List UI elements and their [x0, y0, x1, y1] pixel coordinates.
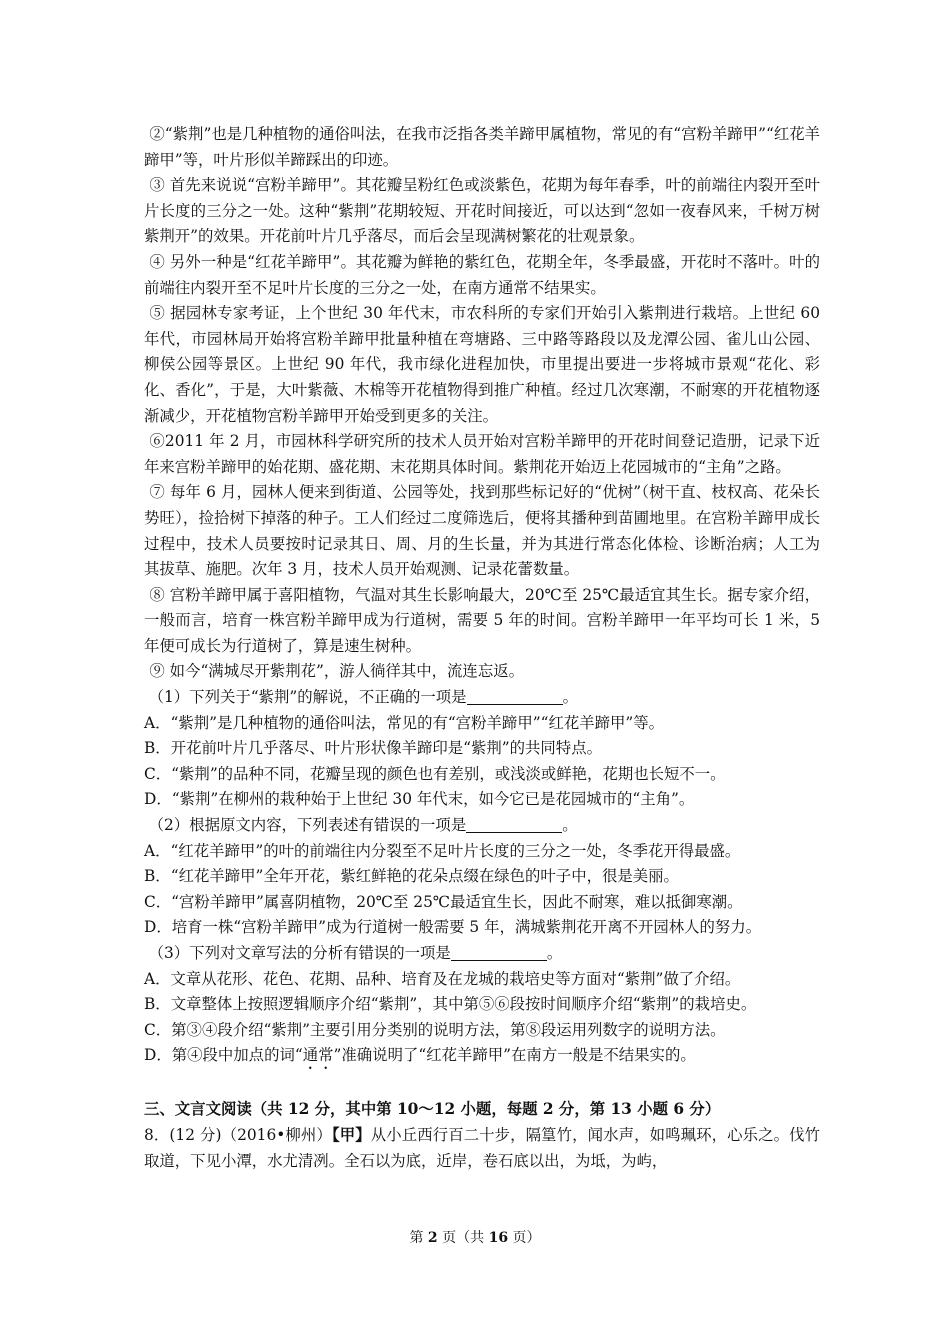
- answer-blank: [451, 942, 547, 961]
- question-stem-text: （3）下列对文章写法的分析有错误的一项是: [148, 944, 451, 962]
- answer-blank: [467, 686, 563, 705]
- question-1-option-d: D．“紫荆”在柳州的栽种始于上世纪 30 年代末，如今它已是花园城市的“主角”。: [144, 790, 695, 809]
- question-1-option-b: B．开花前叶片几乎落尽、叶片形状像羊蹄印是“紫荆”的共同特点。: [144, 739, 602, 758]
- paragraph-8: ⑧ 宫粉羊蹄甲属于喜阳植物，气温对其生长影响最大，20℃至 25℃最适宜其生长。据专家介绍，一般而言，培育一株宫粉羊蹄甲成为行道树，需要 5 年的时间。宫粉羊蹄甲一年平均可长 1 米，5 年便可成长为行道树了，算是速生树种。: [144, 585, 820, 655]
- paragraph-3: ③ 首先来说说“宫粉羊蹄甲”。其花瓣呈粉红色或淡紫色，花期为每年春季，叶的前端往内裂开至叶片长度的三分之一处。这种“紫荆”花期较短、开花时间接近，可以达到“忽如一夜春风来，千树万树紫荆开”的效果。开花前叶片几乎落尽，而后会呈现满树繁花的壮观景象。: [144, 176, 820, 246]
- footer-text: 页（共: [437, 1230, 489, 1246]
- question-8-bracket: 【甲】: [331, 1125, 371, 1144]
- document-body: [144, 122, 820, 1174]
- option-text: D．第④段中加点的词“: [144, 1046, 303, 1065]
- footer-total-pages: 16: [488, 1230, 509, 1246]
- footer-text: 页）: [508, 1230, 541, 1246]
- question-1-option-c: C．“紫荆”的品种不同，花瓣呈现的颜色也有差别，或浅淡或鲜艳，花期也长短不一。: [144, 764, 726, 783]
- question-2-option-a: A．“红花羊蹄甲”的叶的前端往内分裂至不足叶片长度的三分之一处，冬季花开得最盛。: [144, 841, 741, 860]
- paragraph-4: ④ 另外一种是“红花羊蹄甲”。其花瓣为鲜艳的紫红色，花期全年，冬季最盛，开花时不落叶。叶的前端往内裂开至不足叶片长度的三分之一处，在南方通常不结果实。: [144, 252, 820, 297]
- question-8: [144, 1123, 820, 1174]
- footer-page-number: 2: [427, 1230, 438, 1246]
- question-3-option-c: C．第③④段介绍“紫荆”主要引用分类别的说明方法，第⑧段运用列数字的说明方法。: [144, 1020, 726, 1039]
- question-3-option-b: B．文章整体上按照逻辑顺序介绍“紫荆”，其中第⑤⑥段按时间顺序介绍“紫荆”的栽培史。: [144, 995, 757, 1014]
- paragraph-7: ⑦ 每年 6 月，园林人便来到街道、公园等处，找到那些标记好的“优树”（树干直、枝权高、花朵长势旺），捡拾树下掉落的种子。工人们经过二度筛选后，便将其播种到苗圃地里。在宫粉羊蹄甲成长过程中，技术人员要按时记录其日、周、月的生长量，并为其进行常态化体检、诊断治病；人工为其拔草、施肥。次年 3 月，技术人员开始观测、记录花蕾数量。: [144, 483, 820, 579]
- paragraph-5: ⑤ 据园林专家考证，上个世纪 30 年代末，市农科所的专家们开始引入紫荆进行栽培。上世纪 60 年代，市园林局开始将宫粉羊蹄甲批量种植在弯塘路、三中路等路段以及龙潭公园、雀儿山公园、柳侯公园等景区。上世纪 90 年代，我市绿化进程加快，市里提出要进一步将城市景观“花化、彩化、香化”，于是，大叶紫薇、木棉等开花植物得到推广种植。经过几次寒潮，不耐寒的开花植物逐渐减少，开花植物宫粉羊蹄甲开始受到更多的关注。: [144, 304, 820, 425]
- footer-text: 第: [409, 1230, 428, 1246]
- question-stem-end: 。: [546, 944, 563, 962]
- question-stem-end: 。: [562, 816, 578, 835]
- question-1-option-a: A．“紫荆”是几种植物的通俗叫法，常见的有“宫粉羊蹄甲”“红花羊蹄甲”等。: [144, 713, 665, 732]
- paragraph-9: ⑨ 如今“满城尽开紫荆花”，游人徜徉其中，流连忘返。: [149, 662, 524, 681]
- question-8-meta: 8．(12 分)（2016•柳州）: [144, 1125, 332, 1144]
- paragraph-2: ②“紫荆”也是几种植物的通俗叫法，在我市泛指各类羊蹄甲属植物，常见的有“宫粉羊蹄甲”“红花羊蹄甲”等，叶片形似羊蹄踩出的印迹。: [144, 125, 820, 169]
- page-footer: [0, 1228, 950, 1248]
- question-stem-text: （1）下列关于“紫荆”的解说，不正确的一项是: [148, 688, 467, 707]
- question-2-option-c: C．“宫粉羊蹄甲”属喜阴植物，20℃至 25℃最适宜生长，因此不耐寒，难以抵御寒潮。: [144, 892, 743, 911]
- question-3-option-a: A．文章从花形、花色、花期、品种、培育及在龙城的栽培史等方面对“紫荆”做了介绍。: [144, 969, 741, 988]
- answer-blank: [466, 814, 562, 833]
- question-2-option-d: D．培育一株“宫粉羊蹄甲”成为行道树一般需要 5 年，满城紫荆花开离不开园林人的努力。: [144, 918, 762, 937]
- paragraph-6: ⑥2011 年 2 月，市园林科学研究所的技术人员开始对宫粉羊蹄甲的开花时间登记造册，记录下近年来宫粉羊蹄甲的始花期、盛花期、末花期具体时间。紫荆花开始迈上花园城市的“主角”之路。: [144, 432, 820, 476]
- question-stem-end: 。: [562, 688, 578, 707]
- question-3-stem: [144, 941, 820, 967]
- question-2-stem: [144, 813, 820, 839]
- section-3-heading: 三、文言文阅读（共 12 分，其中第 10～12 小题，每题 2 分，第 13 小题 6 分）: [144, 1100, 721, 1119]
- question-2-option-b: B．“红花羊蹄甲”全年开花，紫红鲜艳的花朵点缀在绿色的叶子中，很是美丽。: [144, 867, 679, 886]
- question-3-option-d: [144, 1043, 820, 1073]
- section-gap: [144, 1073, 820, 1097]
- dotted-word: 通常: [302, 1046, 334, 1065]
- option-text: ”准确说明了“红花羊蹄甲”在南方一般是不结果实的。: [333, 1046, 696, 1065]
- question-8-text: 从小丘西行百二十步，隔篁竹，闻水声，如鸣珮环，心乐之。伐竹取道，下见小潭，水尤清冽。全石以为底，近岸，卷石底以出，为坻，为屿，: [144, 1125, 820, 1170]
- question-1-stem: [144, 685, 820, 711]
- question-stem-text: （2）根据原文内容，下列表述有错误的一项是: [148, 816, 467, 835]
